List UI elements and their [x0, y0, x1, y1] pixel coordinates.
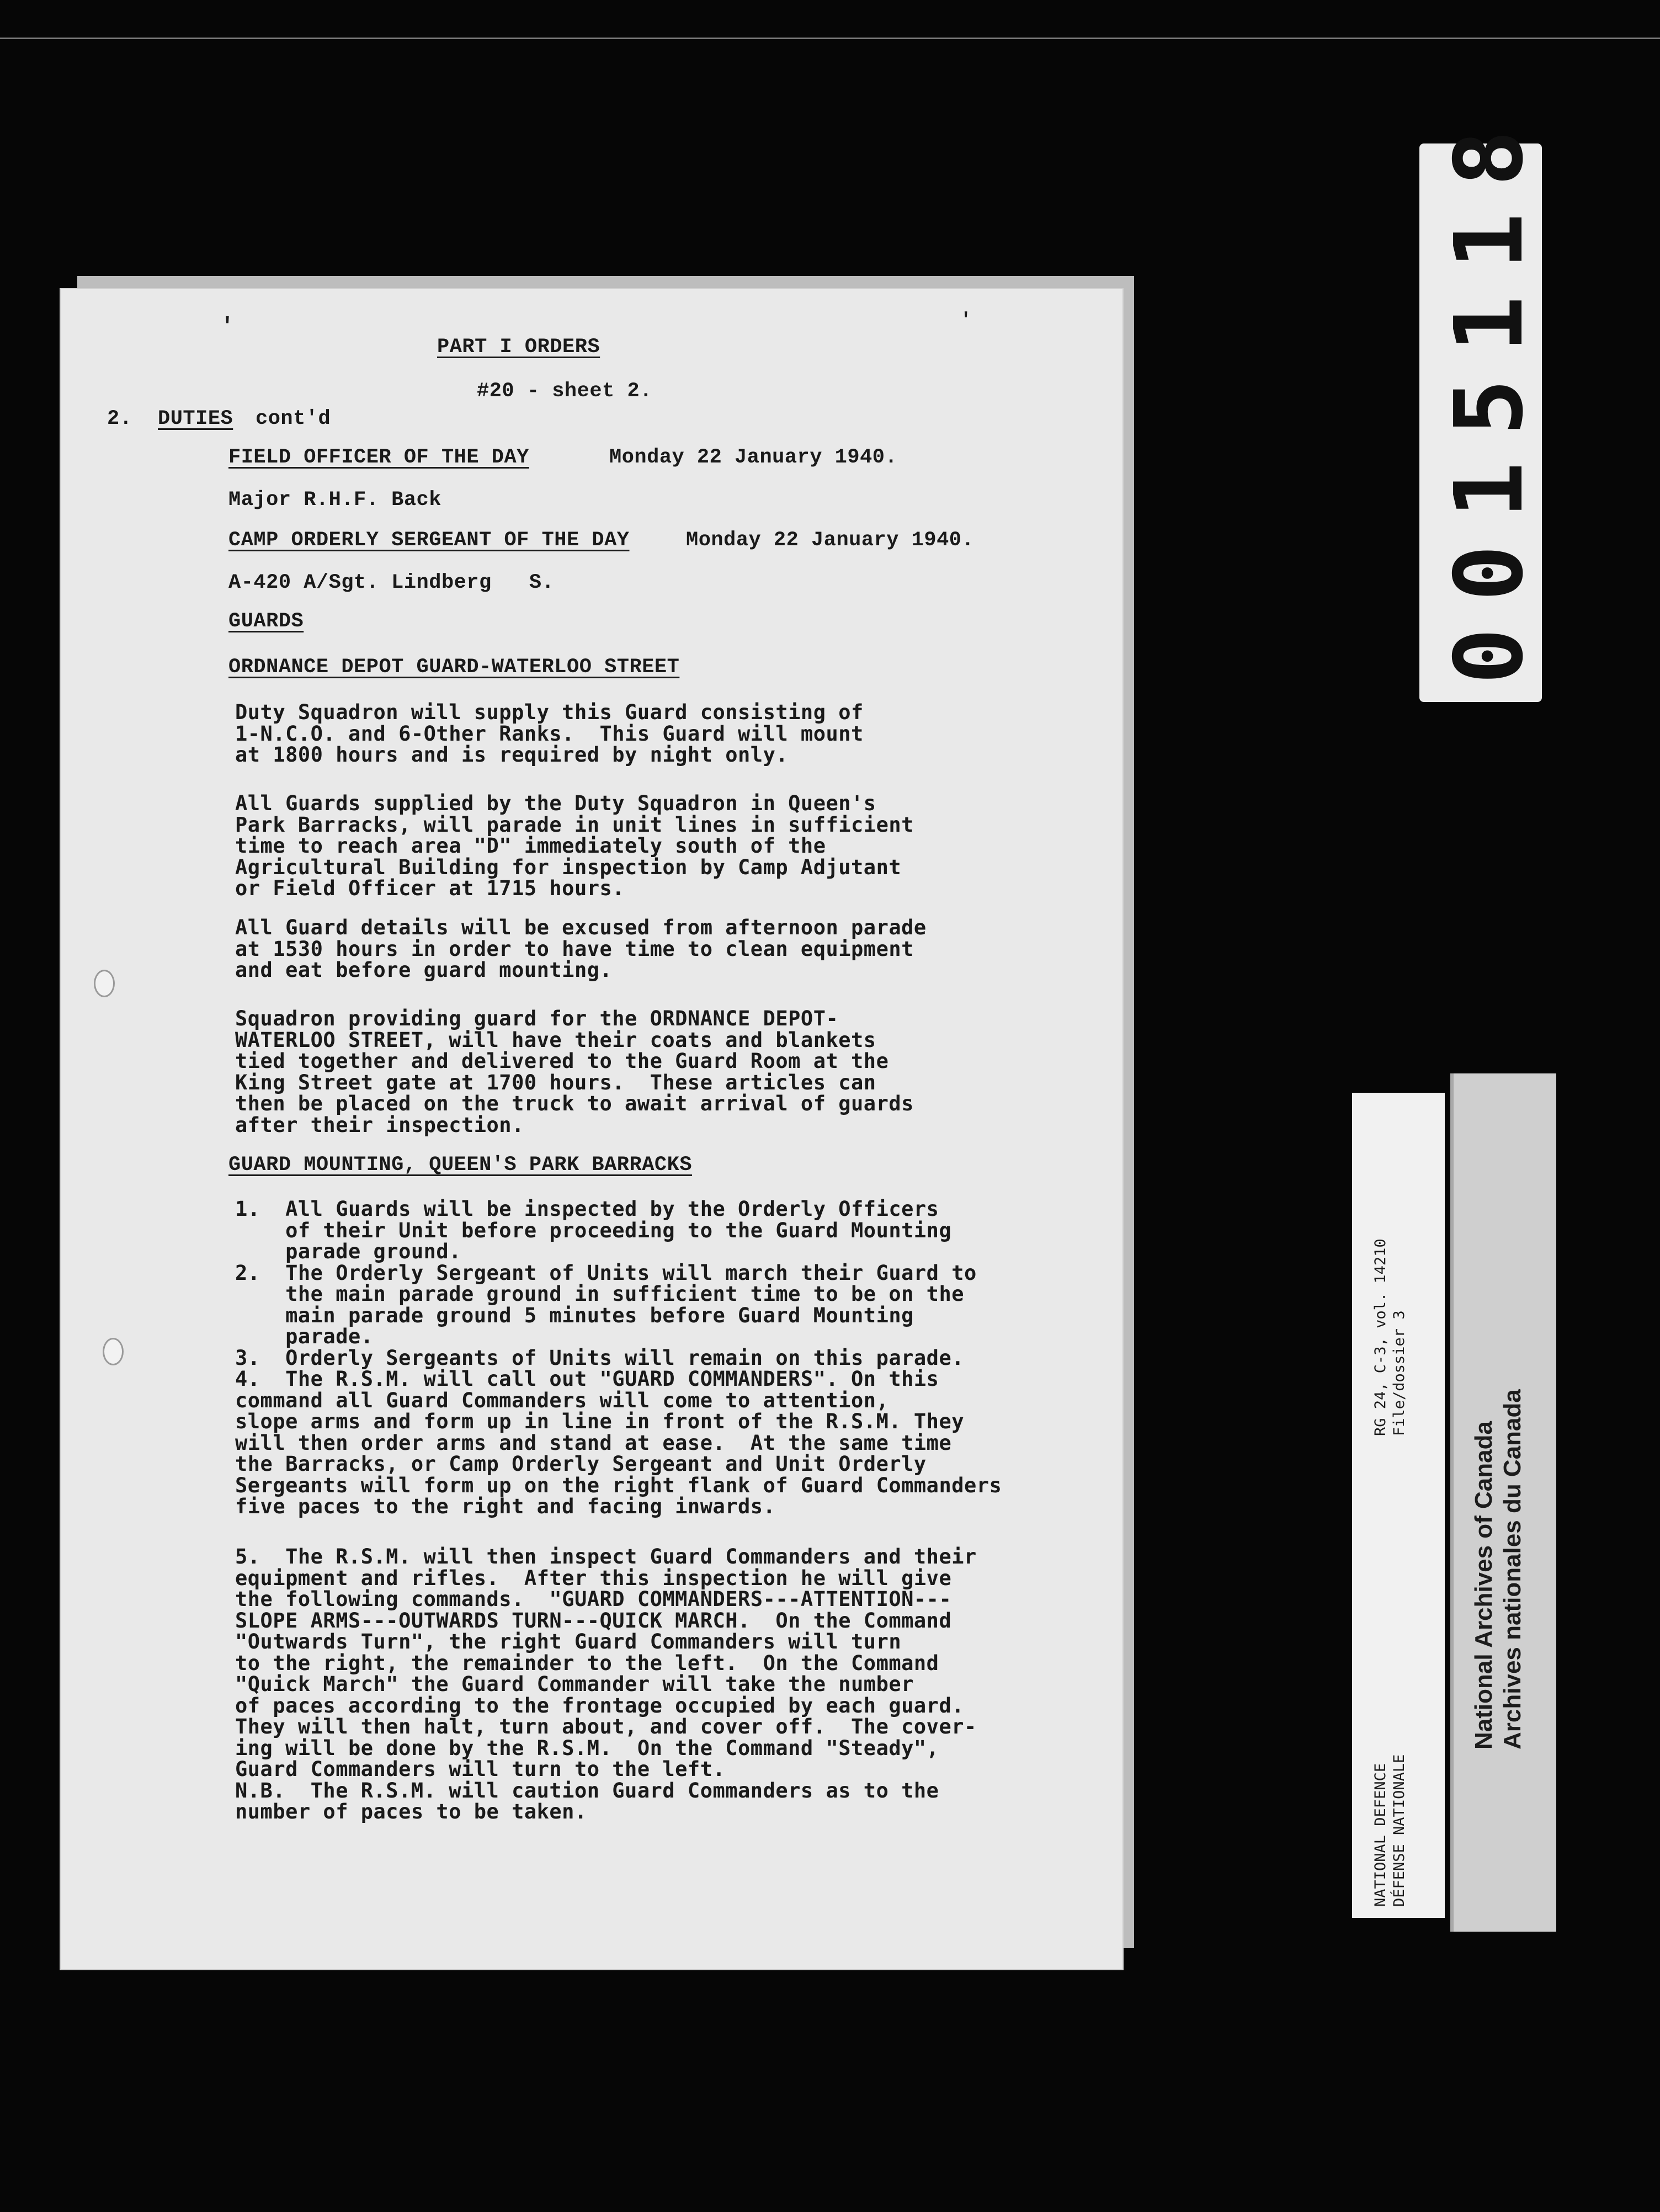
- department-fr: DÉFENSE NATIONALE: [1391, 1754, 1408, 1907]
- archive-ref: RG 24, C-3, vol. 14210: [1372, 1238, 1389, 1436]
- numbered-items: 1. All Guards will be inspected by the Orderly Officers of their Unit before proceeding to the Guard Mounting parade ground. 2. The Orderly Sergeant of Units will march their Guard to the main parade ground in sufficient time to be on the main parade ground 5 minutes before Guard Mounting parade. 3. Orderly Sergeants of Units will remain on this parade. 4. The R.S.M. will call out "GUARD COMMANDERS". On this command all Guard Commanders will come to attention, slope arms and form up in line in front of the R.S.M. They will then order arms and stand at ease. At the same time the Barracks, or Camp Orderly Sergeant and Unit Orderly Sergeants will form up on the right flank of Guard Commanders five paces to the right and facing inwards.: [235, 1197, 1002, 1518]
- archive-name-label: [1450, 1073, 1556, 1932]
- document-page: [60, 288, 1124, 1970]
- page-heading: PART I ORDERS: [437, 336, 600, 359]
- punch-hole-top: [94, 970, 115, 997]
- paragraph-4: Squadron providing guard for the ORDNANCE DEPOT- WATERLOO STREET, will have their coats and blankets tied together and delivered to the Guard Room at the King Street gate at 1700 hours. These articles can then be placed on the truck to await arrival of guards after their inspection.: [235, 1007, 914, 1137]
- archive-file: File/dossier 3: [1391, 1310, 1408, 1436]
- film-edge-line: [0, 38, 1660, 39]
- department-en: NATIONAL DEFENCE: [1372, 1763, 1389, 1907]
- sheet-number: #20 - sheet 2.: [477, 380, 652, 403]
- ordnance-heading: ORDNANCE DEPOT GUARD-WATERLOO STREET: [228, 656, 680, 679]
- punch-hole-bottom: [103, 1338, 124, 1365]
- paragraph-2: All Guards supplied by the Duty Squadron in Queen's Park Barracks, will parade in unit lines in sufficient time to reach area "D" immediately south of the Agricultural Building for inspection by Camp Adjutant or Field Officer at 1715 hours.: [235, 791, 914, 900]
- field-officer-name: Major R.H.F. Back: [228, 488, 441, 512]
- guards-heading: GUARDS: [228, 610, 304, 633]
- archive-reference-label: [1352, 1093, 1445, 1918]
- item-5: 5. The R.S.M. will then inspect Guard Commanders and their equipment and rifles. After this inspection he will give the following commands. "GUARD COMMANDERS---ATTENTION--- SLOPE ARMS---OUTWARDS TURN---QUICK MARCH. On the Command "Outwards Turn", the right Guard Commanders will turn to the right, the remainder to the left. On the Command "Quick March" the Guard Commander will take the number of paces according to the frontage occupied by each guard. They will then halt, turn about, and cover off. The cover- ing will be done by the R.S.M. On the Command "Steady", Guard Commanders will turn to the left. N.B. The R.S.M. will caution Guard Commanders as to the number of paces to be taken.: [235, 1545, 977, 1823]
- paragraph-1: Duty Squadron will supply this Guard consisting of 1-N.C.O. and 6-Other Ranks. This Guard will mount at 1800 hours and is required by night only.: [235, 700, 864, 767]
- paragraph-3: All Guard details will be excused from afternoon parade at 1530 hours in order to have time to clean equipment and eat before guard mounting.: [235, 916, 927, 982]
- field-officer-heading: FIELD OFFICER OF THE DAY: [228, 446, 529, 469]
- stray-mark: ': [960, 310, 972, 331]
- field-officer-date: Monday 22 January 1940.: [609, 446, 898, 469]
- camp-orderly-name: A-420 A/Sgt. Lindberg S.: [228, 571, 555, 594]
- stray-mark: ': [221, 315, 235, 339]
- section-title: DUTIES: [158, 407, 233, 430]
- mounting-heading: GUARD MOUNTING, QUEEN'S PARK BARRACKS: [228, 1153, 693, 1177]
- section-number: 2.: [107, 407, 132, 430]
- archive-name-en: National Archives of Canada: [1470, 1421, 1497, 1750]
- archive-name-fr: Archives nationales du Canada: [1499, 1389, 1526, 1750]
- section-suffix: cont'd: [256, 407, 331, 430]
- frame-number: 0015118: [1435, 103, 1544, 684]
- camp-orderly-heading: CAMP ORDERLY SERGEANT OF THE DAY: [228, 529, 630, 552]
- camp-orderly-date: Monday 22 January 1940.: [686, 529, 975, 552]
